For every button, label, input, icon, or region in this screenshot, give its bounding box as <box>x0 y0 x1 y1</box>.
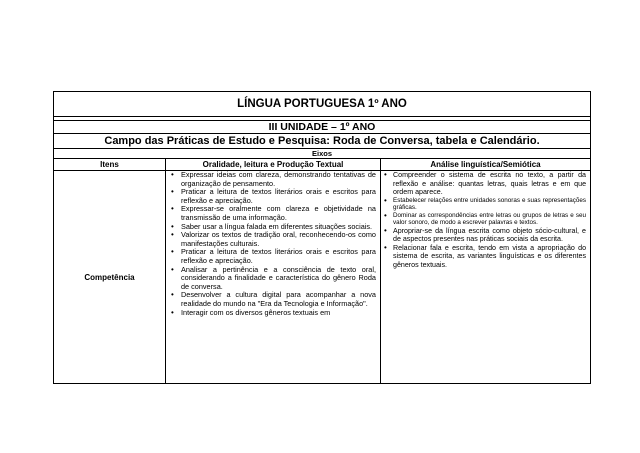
list-item: • Valorizar os textos de tradição oral, reconhecendo-os como manifestações culturais. <box>166 231 380 248</box>
list-item: • Expressar-se oralmente com clareza e objetividade na transmissão de uma informação. <box>166 205 380 222</box>
list-item: • Desenvolver a cultura digital para acompanhar a nova realidade do mundo na "Era da Tecnologia e Informação". <box>166 291 380 308</box>
list-item: • Saber usar a língua falada em diferentes situações sociais. <box>166 223 380 232</box>
header-itens: Itens <box>54 159 166 171</box>
row-label-competencia: Competência <box>54 171 166 384</box>
header-oralidade: Oralidade, leitura e Produção Textual <box>166 159 381 171</box>
list-item: • Interagir com os diversos gêneros textuais em <box>166 309 380 318</box>
list-item: • Compreender o sistema de escrita no texto, a partir da reflexão e análise: quantas letras, quais letras e em que ordem aparece. <box>381 171 590 197</box>
curriculum-table <box>53 91 591 384</box>
list-item: • Relacionar fala e escrita, tendo em vista a apropriação do sistema de escrita, as variantes linguísticas e os diferentes gêneros textuais. <box>381 244 590 270</box>
oralidade-list <box>166 171 380 317</box>
list-item: • Dominar as correspondências entre letras ou grupos de letras e seu valor sonoro, de modo a escrever palavras e textos. <box>381 212 590 227</box>
list-item: • Apropriar-se da língua escrita como objeto sócio-cultural, e de aspectos presentes nas práticas sociais da escrita. <box>381 227 590 244</box>
list-item: • Estabelecer relações entre unidades sonoras e suas representações gráficas. <box>381 197 590 212</box>
table-title: LÍNGUA PORTUGUESA 1º ANO <box>54 92 591 117</box>
list-item: • Praticar a leitura de textos literários orais e escritos para reflexão e apreciação. <box>166 188 380 205</box>
oralidade-cell <box>166 171 381 384</box>
analise-list <box>381 171 590 269</box>
header-analise: Análise linguística/Semiótica <box>381 159 591 171</box>
eixos-heading: Eixos <box>54 149 591 159</box>
unit-title: III UNIDADE – 1º ANO <box>54 121 591 134</box>
list-item: • Analisar a pertinência e a consciência de texto oral, considerando a finalidade e característica do gênero Roda de conversa. <box>166 266 380 292</box>
analise-cell <box>381 171 591 384</box>
campo-title: Campo das Práticas de Estudo e Pesquisa: Roda de Conversa, tabela e Calendário. <box>54 134 591 149</box>
list-item: • Praticar a leitura de textos literários orais e escritos para reflexão e apreciação. <box>166 248 380 265</box>
list-item: • Expressar ideias com clareza, demonstrando tentativas de organização de pensamento. <box>166 171 380 188</box>
